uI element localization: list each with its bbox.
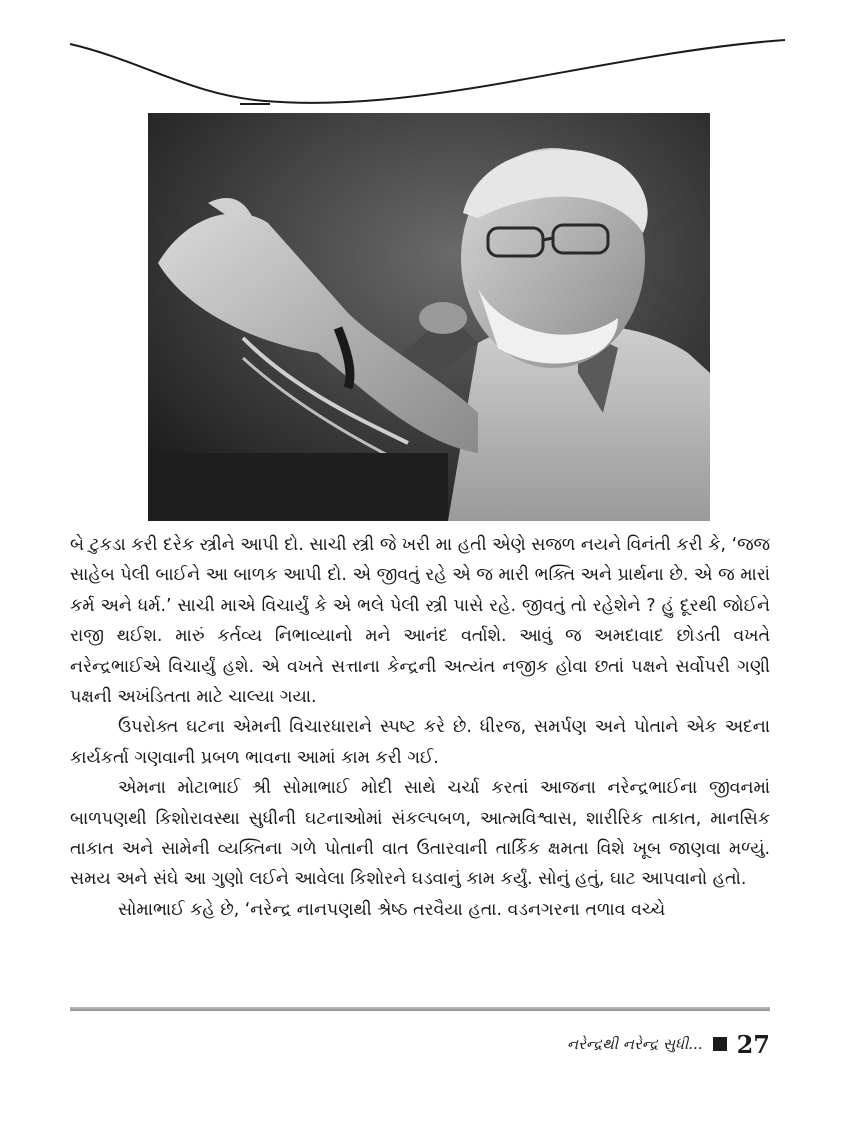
footer-rule xyxy=(70,1007,770,1011)
paragraph-3: એમના મોટાભાઈ શ્રી સોમાભાઈ મોદી સાથે ચર્ચા કરતાં આજના નરેન્દ્રભાઈના જીવનમાં બાળપણથી કિશોરાવસ્થા સુધીની ઘટનાઓમાં સંકલ્પબળ, આત્મવિશ્વાસ, શારીરિક તાકાત, માનસિક તાકાત અને સામેની વ્યક્તિના ગળે પોતાની વાત ઉતારવાની તાર્કિક ક્ષમતા વિશે ખૂબ જાણવા મળ્યું. સમય અને સંઘે આ ગુણો લઈને આવેલા કિશોરને ઘડવાનું કામ કર્યું. સોનું હતું, ઘાટ આપવાનો હતો. xyxy=(70,778,770,890)
paragraph-1: બે ટુકડા કરી દરેક સ્ત્રીને આપી દો. સાચી સ્ત્રી જે ખરી મા હતી એણે સજળ નયને વિનંતી કરી કે, ‘જજ સાહેબ પેલી બાઈને આ બાળક આપી દો. એ જીવતું રહે એ જ મારી ભક્તિ અને પ્રાર્થના છે. એ જ મારાં કર્મ અને ધર્મ.’ સાચી માએ વિચાર્યું કે એ ભલે પેલી સ્ત્રી પાસે રહે. જીવતું તો રહેશેને ? હું દૂરથી જોઈને રાજી થઈશ. મારું કર્તવ્ય નિભાવ્યાનો મને આનંદ વર્તાશે. આવું જ અમદાવાદ છોડતી વખતે નરેન્દ્રભાઈએ વિચાર્યું હશે. એ વખતે સત્તાના કેન્દ્રની અત્યંત નજીક હોવા છતાં પક્ષને સર્વોપરી ગણી પક્ષની અખંડિતતા માટે ચાલ્યા ગયા. xyxy=(70,535,770,708)
article-body xyxy=(70,530,770,925)
book-title: નરેન્દ્રથી નરેન્દ્ર સુધી... xyxy=(566,1035,703,1053)
square-bullet-icon xyxy=(713,1037,727,1051)
paragraph-4: સોમાભાઈ કહે છે, ‘નરેન્દ્ર નાનપણથી શ્રેષ્ઠ તરવૈયા હતા. વડનગરના તળાવ વચ્ચે xyxy=(118,899,666,920)
decorative-wave xyxy=(0,0,856,120)
speaker-photo xyxy=(148,113,710,521)
page-number: 27 xyxy=(736,1029,770,1059)
paragraph-2: ઉપરોક્ત ઘટના એમની વિચારધારાને સ્પષ્ટ કરે છે. ધીરજ, સમર્પણ અને પોતાને એક અદના કાર્યકર્તા ગણવાની પ્રબળ ભાવના આમાં કામ કરી ગઈ. xyxy=(70,717,770,768)
page-footer xyxy=(567,1028,770,1060)
